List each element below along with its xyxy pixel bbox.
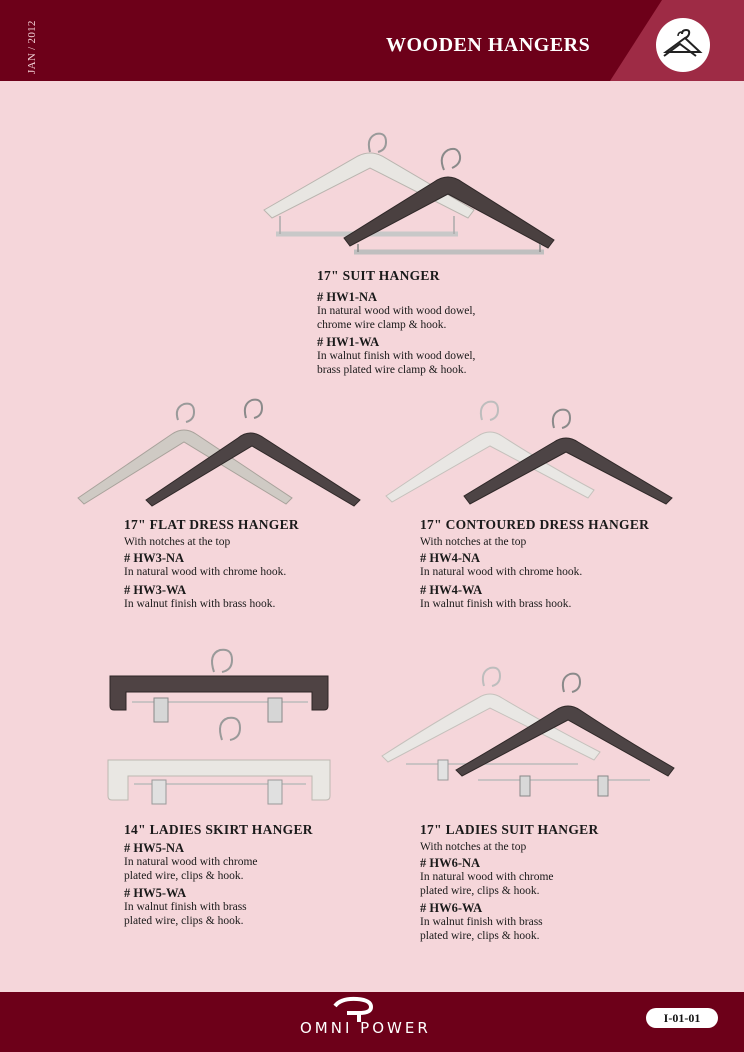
product-desc: In natural wood with chrome hook. — [420, 566, 583, 578]
product-desc: plated wire, clips & hook. — [124, 869, 244, 882]
product-note: With notches at the top — [420, 841, 527, 853]
product-desc: In walnut finish with brass hook. — [420, 597, 572, 610]
product-desc: In natural wood with chrome — [420, 871, 554, 883]
ladies-suit-hanger-image — [378, 652, 678, 802]
product-name: 17" CONTOURED DRESS HANGER — [420, 517, 650, 532]
product-desc: plated wire, clips & hook. — [420, 884, 540, 897]
product-desc: In natural wood with chrome — [124, 856, 258, 868]
product-code: # HW1-WA — [317, 335, 380, 349]
header-accent — [0, 0, 744, 81]
product-desc: plated wire, clips & hook. — [420, 929, 540, 942]
product-desc: In walnut finish with wood dowel, — [317, 350, 476, 362]
product-desc: plated wire, clips & hook. — [124, 914, 244, 927]
page-number: I-01-01 — [646, 1008, 718, 1028]
product-desc: In walnut finish with brass — [124, 901, 247, 913]
product-desc: brass plated wire clamp & hook. — [317, 363, 467, 376]
product-code: # HW1-NA — [317, 290, 378, 304]
product-code: # HW4-WA — [420, 582, 483, 597]
skirt-hanger-image — [102, 624, 338, 814]
product-name: 17" FLAT DRESS HANGER — [124, 517, 299, 532]
product-contoured-dress-hanger — [420, 517, 649, 611]
contoured-dress-hanger-image — [382, 390, 676, 508]
product-code: # HW4-NA — [420, 551, 481, 565]
product-flat-dress-hanger — [124, 517, 299, 611]
flat-dress-hanger-image — [74, 392, 366, 510]
product-code: # HW5-WA — [124, 886, 187, 900]
product-name: 17" SUIT HANGER — [317, 268, 440, 283]
product-code: # HW3-WA — [124, 582, 187, 597]
product-code: # HW5-NA — [124, 841, 185, 855]
product-desc: chrome wire clamp & hook. — [317, 318, 447, 331]
brand-name: OMNI POWER — [300, 1019, 431, 1037]
product-code: # HW6-WA — [420, 901, 483, 915]
product-name: 17" LADIES SUIT HANGER — [420, 822, 599, 837]
product-note: With notches at the top — [420, 536, 527, 548]
logo-badge — [656, 18, 710, 72]
product-desc: In natural wood with wood dowel, — [317, 305, 476, 317]
product-code: # HW6-NA — [420, 856, 481, 870]
product-ladies-skirt-hanger — [124, 822, 313, 928]
product-desc: In natural wood with chrome hook. — [124, 566, 287, 578]
product-desc: In walnut finish with brass hook. — [124, 597, 276, 610]
hanger-icon — [656, 18, 710, 72]
product-note: With notches at the top — [124, 536, 231, 548]
product-suit-hanger — [317, 268, 475, 377]
product-name: 14" LADIES SKIRT HANGER — [124, 822, 313, 837]
product-ladies-suit-hanger — [420, 822, 599, 943]
suit-hanger-image — [258, 112, 563, 260]
product-code: # HW3-NA — [124, 551, 185, 565]
page-title: WOODEN HANGERS — [386, 34, 591, 56]
product-desc: In walnut finish with brass — [420, 916, 543, 928]
issue-date: JAN / 2012 — [26, 20, 38, 74]
